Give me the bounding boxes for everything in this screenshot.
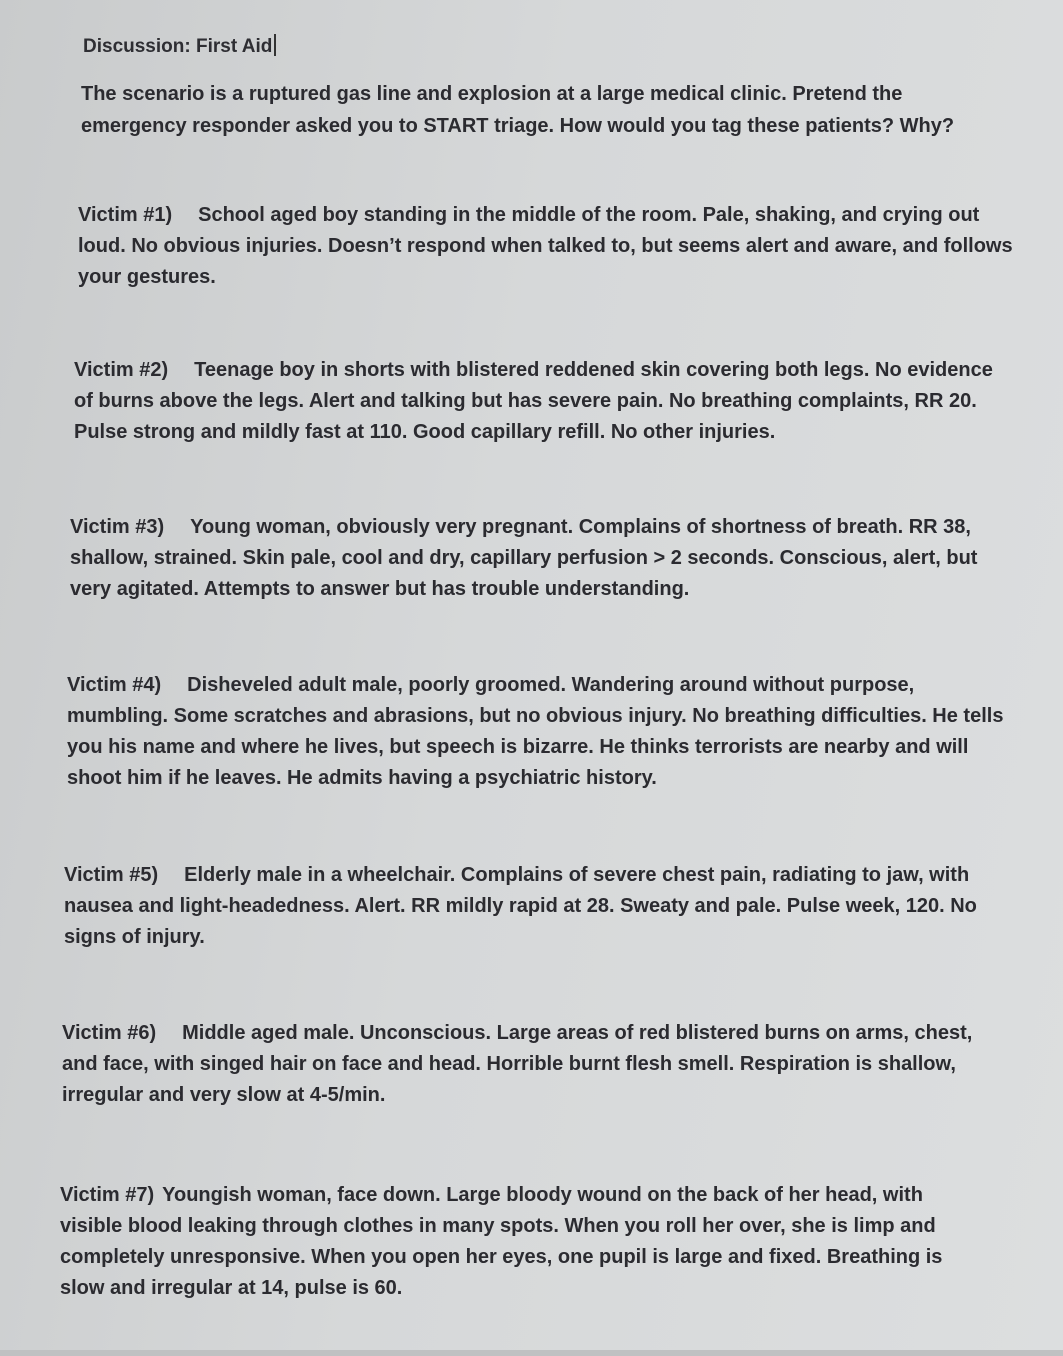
victim-1-description: School aged boy standing in the middle of the room. Pale, shaking, and crying out loud. No obvious injuries. Doesn’t respond when talked to, but seems alert and aware, and follows your gestures. xyxy=(78,204,1013,288)
victim-2-label: Victim #2) xyxy=(74,359,169,381)
page-bottom-edge xyxy=(0,1350,1063,1356)
victim-2-paragraph xyxy=(74,355,1014,448)
scenario-intro: The scenario is a ruptured gas line and explosion at a large medical clinic. Pretend the emergency responder asked you to START triage. How would you tag these patients? Why? xyxy=(81,83,955,137)
document-title xyxy=(83,34,276,58)
victim-5-description: Elderly male in a wheelchair. Complains of severe chest pain, radiating to jaw, with nausea and light-headedness. Alert. RR mildly rapid at 28. Sweaty and pale. Pulse week, 120. No signs of injury. xyxy=(64,864,977,948)
victim-7-label: Victim #7) xyxy=(60,1184,155,1206)
victim-7-description: Youngish woman, face down. Large bloody wound on the back of her head, with visible blood leaking through clothes in many spots. When you roll her over, she is limp and completely unresponsive. When you open her eyes, one pupil is large and fixed. Breathing is slow and irregular at 14, pulse is 60. xyxy=(60,1184,943,1299)
victim-5-label: Victim #5) xyxy=(64,864,159,886)
victim-4-description: Disheveled adult male, poorly groomed. Wandering around without purpose, mumbling. Some scratches and abrasions, but no obvious injury. No breathing difficulties. He tells you his name and where he lives, but speech is bizarre. He thinks terrorists are nearby and will shoot him if he leaves. He admits having a psychiatric history. xyxy=(67,674,1004,789)
victim-6-description: Middle aged male. Unconscious. Large areas of red blistered burns on arms, chest, and face, with singed hair on face and head. Horrible burnt flesh smell. Respiration is shallow, irregular and very slow at 4-5/min. xyxy=(62,1022,973,1106)
victim-3-paragraph xyxy=(70,512,1010,605)
victim-2-description: Teenage boy in shorts with blistered reddened skin covering both legs. No evidence of burns above the legs. Alert and talking but has severe pain. No breathing complaints, RR 20. Pulse strong and mildly fast at 110. Good capillary refill. No other injuries. xyxy=(74,359,993,443)
victim-3-label: Victim #3) xyxy=(70,516,165,538)
victim-6-paragraph xyxy=(62,1018,1012,1111)
victim-7-paragraph xyxy=(60,1180,990,1304)
text-cursor xyxy=(274,34,276,56)
victim-1-label: Victim #1) xyxy=(78,204,173,226)
victim-3-description: Young woman, obviously very pregnant. Complains of shortness of breath. RR 38, shallow, strained. Skin pale, cool and dry, capillary perfusion > 2 seconds. Conscious, alert, but very agitated. Attempts to answer but has trouble understanding. xyxy=(70,516,978,600)
victim-6-label: Victim #6) xyxy=(62,1022,157,1044)
victim-4-paragraph xyxy=(67,670,1012,794)
document-title-text: Discussion: First Aid xyxy=(83,36,273,57)
victim-5-paragraph xyxy=(64,860,989,953)
victim-1-paragraph xyxy=(78,200,1018,293)
victim-4-label: Victim #4) xyxy=(67,674,162,696)
